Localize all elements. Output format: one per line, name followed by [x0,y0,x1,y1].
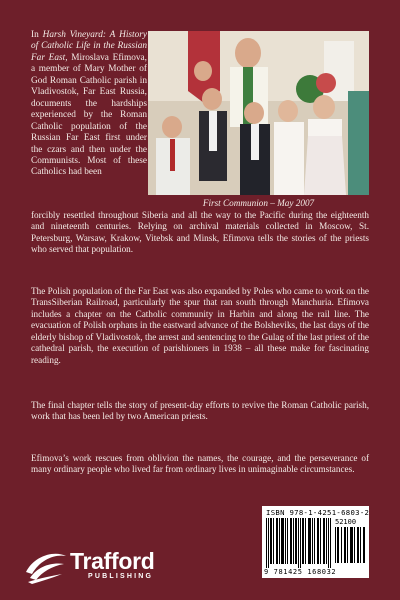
price-code: 52100 [335,518,357,526]
body-paragraph: The Polish population of the Far East was also expanded by Poles who came to work on the TransSiberian Railroad, particularly the spur that ran south through Manchuria. Efimova includes a chapter on the Catholic community in Harbin and along the rail line. The evacuation of Polish orphans in the eastward advance of the Bolsheviks, the last days of the elderly bishop of Vladivostok, the arrest and sentencing to the Gulag of the last priest of the cathedral parish, the execution of parishioners in 1938 – all these make for fascinating reading. [31,286,369,365]
photo-caption: First Communion – May 2007 [202,198,315,208]
body-paragraph: Efimova’s work rescues from oblivion the names, the courage, and the perseverance of many ordinary people who lived far from ordinary lives in unimaginable circumstances. [31,453,369,475]
intro-continuation: forcibly resettled throughout Siberia and all the way to the Pacific during the eighteenth and nineteenth centuries. Relying on archival materials collected in Moscow, St. Petersburg, Warsaw, Krakow, Vitebsk and Minsk, Efimova tells the stories of the priests who served that population. [31,210,369,255]
publisher-tagline: PUBLISHING [88,573,154,580]
publisher-name: Trafford [70,548,155,574]
swoosh-logo-icon [24,550,68,584]
intro-text: , Miroslava Efimova, a member of Mary Mother of God Roman Catholic parish in Vladivostok, Far East Russia, documents the hardships experienced by the Roman Catholic population of the Russian Far East first under the czars and then under the Communists. Most of these Catholics had been [31,52,147,178]
book-title: Harsh Vineyard: A History of Catholic Life in the Russian Far East [31,30,147,63]
ean-digits: 9 781425 168032 [264,568,337,576]
body-paragraph: The final chapter tells the story of present-day efforts to revive the Roman Catholic parish, work that has been led by two American priests. [31,400,369,422]
isbn-barcode [262,506,369,578]
ean-bars [266,518,332,568]
intro-paragraph [31,30,147,179]
first-communion-photo [148,31,369,195]
price-bars [335,527,365,563]
intro-lead: In [31,30,43,40]
publisher-logo [24,548,194,586]
isbn-number: ISBN 978-1-4251-6803-2 [266,508,370,517]
